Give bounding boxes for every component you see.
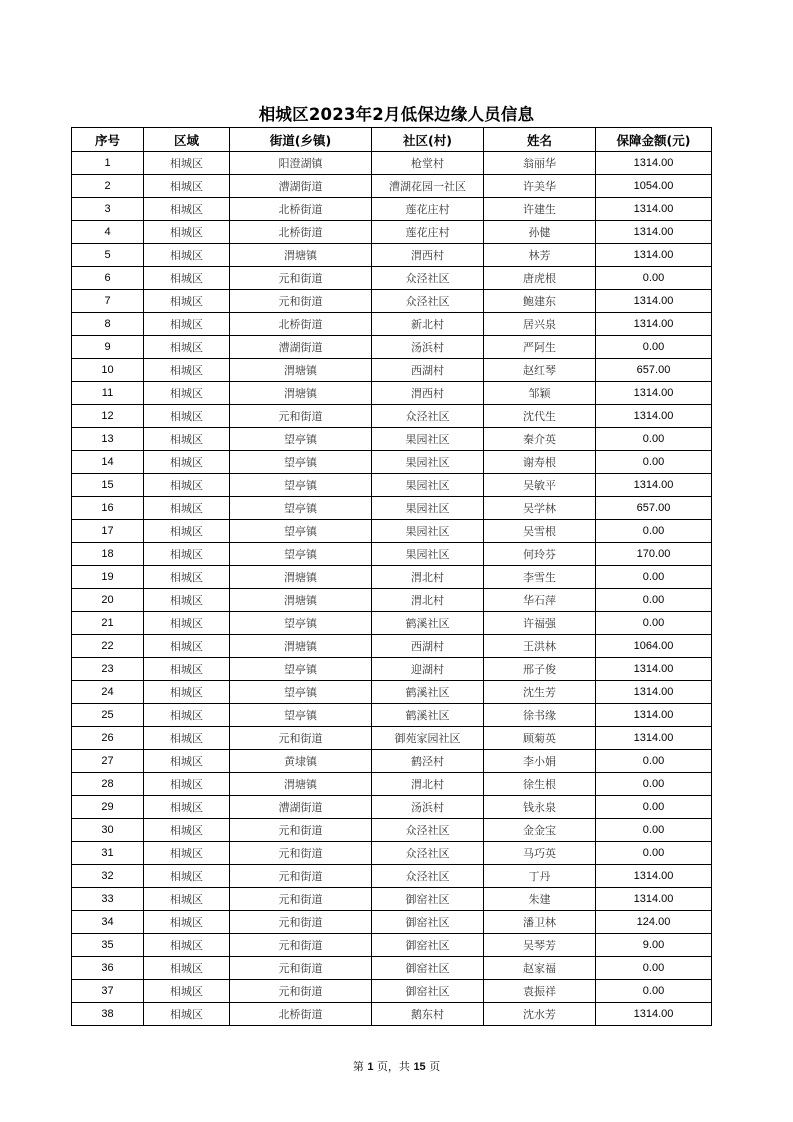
cell-district: 相城区 (144, 336, 230, 359)
cell-name: 谢寿根 (484, 451, 596, 474)
cell-name: 沈生芳 (484, 681, 596, 704)
cell-serial-number: 33 (72, 888, 144, 911)
cell-street-town: 北桥街道 (230, 313, 372, 336)
cell-community-village: 果园社区 (372, 543, 484, 566)
cell-name: 华石萍 (484, 589, 596, 612)
cell-subsidy-amount: 657.00 (596, 497, 712, 520)
cell-street-town: 漕湖街道 (230, 175, 372, 198)
cell-district: 相城区 (144, 704, 230, 727)
table-row (72, 980, 712, 1003)
cell-serial-number: 34 (72, 911, 144, 934)
cell-district: 相城区 (144, 842, 230, 865)
cell-name: 朱建 (484, 888, 596, 911)
cell-subsidy-amount: 1314.00 (596, 152, 712, 175)
cell-subsidy-amount: 1314.00 (596, 1003, 712, 1026)
cell-community-village: 果园社区 (372, 451, 484, 474)
cell-street-town: 元和街道 (230, 911, 372, 934)
cell-community-village: 新北村 (372, 313, 484, 336)
cell-serial-number: 3 (72, 198, 144, 221)
cell-district: 相城区 (144, 658, 230, 681)
cell-district: 相城区 (144, 152, 230, 175)
table-row (72, 773, 712, 796)
cell-serial-number: 31 (72, 842, 144, 865)
cell-district: 相城区 (144, 382, 230, 405)
cell-district: 相城区 (144, 612, 230, 635)
cell-district: 相城区 (144, 405, 230, 428)
cell-name: 何玲芬 (484, 543, 596, 566)
cell-serial-number: 11 (72, 382, 144, 405)
cell-subsidy-amount: 1314.00 (596, 313, 712, 336)
cell-community-village: 众泾社区 (372, 405, 484, 428)
table-row (72, 842, 712, 865)
cell-subsidy-amount: 0.00 (596, 842, 712, 865)
cell-subsidy-amount: 1064.00 (596, 635, 712, 658)
cell-street-town: 望亭镇 (230, 704, 372, 727)
cell-street-town: 阳澄湖镇 (230, 152, 372, 175)
cell-subsidy-amount: 1314.00 (596, 405, 712, 428)
cell-subsidy-amount: 0.00 (596, 267, 712, 290)
table-row (72, 175, 712, 198)
cell-serial-number: 32 (72, 865, 144, 888)
cell-name: 沈水芳 (484, 1003, 596, 1026)
cell-name: 赵家福 (484, 957, 596, 980)
cell-serial-number: 24 (72, 681, 144, 704)
cell-serial-number: 18 (72, 543, 144, 566)
cell-serial-number: 20 (72, 589, 144, 612)
cell-subsidy-amount: 0.00 (596, 336, 712, 359)
cell-street-town: 渭塘镇 (230, 359, 372, 382)
cell-subsidy-amount: 1314.00 (596, 888, 712, 911)
cell-subsidy-amount: 1054.00 (596, 175, 712, 198)
footer-middle: 页，共 (376, 1060, 410, 1073)
cell-district: 相城区 (144, 681, 230, 704)
cell-street-town: 元和街道 (230, 957, 372, 980)
cell-district: 相城区 (144, 888, 230, 911)
cell-street-town: 渭塘镇 (230, 589, 372, 612)
cell-subsidy-amount: 1314.00 (596, 290, 712, 313)
cell-name: 邹颖 (484, 382, 596, 405)
cell-name: 徐生根 (484, 773, 596, 796)
table-row (72, 911, 712, 934)
cell-street-town: 黄埭镇 (230, 750, 372, 773)
table-row (72, 727, 712, 750)
cell-subsidy-amount: 1314.00 (596, 244, 712, 267)
cell-street-town: 望亭镇 (230, 474, 372, 497)
cell-district: 相城区 (144, 750, 230, 773)
cell-district: 相城区 (144, 520, 230, 543)
cell-district: 相城区 (144, 543, 230, 566)
cell-subsidy-amount: 9.00 (596, 934, 712, 957)
cell-name: 翁丽华 (484, 152, 596, 175)
cell-street-town: 元和街道 (230, 842, 372, 865)
cell-subsidy-amount: 0.00 (596, 750, 712, 773)
cell-community-village: 渭北村 (372, 589, 484, 612)
cell-district: 相城区 (144, 198, 230, 221)
cell-subsidy-amount: 0.00 (596, 428, 712, 451)
cell-subsidy-amount: 0.00 (596, 980, 712, 1003)
cell-name: 许福强 (484, 612, 596, 635)
table-row (72, 819, 712, 842)
cell-district: 相城区 (144, 451, 230, 474)
cell-district: 相城区 (144, 957, 230, 980)
table-row (72, 313, 712, 336)
cell-district: 相城区 (144, 244, 230, 267)
cell-serial-number: 14 (72, 451, 144, 474)
cell-street-town: 望亭镇 (230, 520, 372, 543)
cell-name: 顾菊英 (484, 727, 596, 750)
cell-district: 相城区 (144, 934, 230, 957)
cell-street-town: 北桥街道 (230, 221, 372, 244)
cell-community-village: 漕湖花园一社区 (372, 175, 484, 198)
data-table (71, 127, 712, 1026)
cell-subsidy-amount: 0.00 (596, 566, 712, 589)
cell-street-town: 望亭镇 (230, 681, 372, 704)
cell-district: 相城区 (144, 819, 230, 842)
cell-community-village: 果园社区 (372, 520, 484, 543)
cell-street-town: 元和街道 (230, 865, 372, 888)
cell-serial-number: 16 (72, 497, 144, 520)
cell-street-town: 元和街道 (230, 727, 372, 750)
cell-community-village: 众泾社区 (372, 819, 484, 842)
cell-subsidy-amount: 1314.00 (596, 382, 712, 405)
cell-district: 相城区 (144, 911, 230, 934)
cell-serial-number: 1 (72, 152, 144, 175)
cell-community-village: 众泾社区 (372, 842, 484, 865)
cell-community-village: 御窑社区 (372, 980, 484, 1003)
header-name: 姓名 (484, 128, 596, 152)
cell-community-village: 汤浜村 (372, 336, 484, 359)
cell-street-town: 渭塘镇 (230, 635, 372, 658)
cell-name: 李小娟 (484, 750, 596, 773)
header-row (72, 128, 712, 152)
cell-name: 金金宝 (484, 819, 596, 842)
table-row (72, 290, 712, 313)
cell-community-village: 渭北村 (372, 566, 484, 589)
cell-district: 相城区 (144, 474, 230, 497)
cell-street-town: 望亭镇 (230, 428, 372, 451)
cell-serial-number: 38 (72, 1003, 144, 1026)
cell-name: 潘卫林 (484, 911, 596, 934)
cell-community-village: 果园社区 (372, 428, 484, 451)
table-row (72, 658, 712, 681)
cell-name: 许建生 (484, 198, 596, 221)
cell-subsidy-amount: 0.00 (596, 957, 712, 980)
cell-serial-number: 37 (72, 980, 144, 1003)
table-row (72, 244, 712, 267)
cell-name: 唐虎根 (484, 267, 596, 290)
cell-name: 许美华 (484, 175, 596, 198)
cell-subsidy-amount: 0.00 (596, 796, 712, 819)
cell-serial-number: 30 (72, 819, 144, 842)
cell-serial-number: 26 (72, 727, 144, 750)
cell-street-town: 渭塘镇 (230, 382, 372, 405)
cell-name: 袁振祥 (484, 980, 596, 1003)
cell-name: 钱永泉 (484, 796, 596, 819)
cell-community-village: 渭北村 (372, 773, 484, 796)
cell-serial-number: 4 (72, 221, 144, 244)
table-row (72, 359, 712, 382)
cell-community-village: 鹅东村 (372, 1003, 484, 1026)
table-row (72, 750, 712, 773)
cell-community-village: 西湖村 (372, 359, 484, 382)
cell-serial-number: 27 (72, 750, 144, 773)
cell-community-village: 众泾社区 (372, 865, 484, 888)
cell-district: 相城区 (144, 589, 230, 612)
table-row (72, 382, 712, 405)
cell-community-village: 莲花庄村 (372, 198, 484, 221)
cell-community-village: 众泾社区 (372, 267, 484, 290)
cell-serial-number: 21 (72, 612, 144, 635)
cell-street-town: 元和街道 (230, 290, 372, 313)
footer-prefix: 第 (352, 1060, 364, 1073)
cell-name: 孙健 (484, 221, 596, 244)
cell-street-town: 元和街道 (230, 267, 372, 290)
cell-subsidy-amount: 1314.00 (596, 658, 712, 681)
table-row (72, 635, 712, 658)
cell-name: 严阿生 (484, 336, 596, 359)
cell-serial-number: 36 (72, 957, 144, 980)
cell-name: 吴雪根 (484, 520, 596, 543)
cell-street-town: 渭塘镇 (230, 773, 372, 796)
cell-subsidy-amount: 1314.00 (596, 198, 712, 221)
cell-street-town: 渭塘镇 (230, 566, 372, 589)
table-row (72, 497, 712, 520)
header-district: 区域 (144, 128, 230, 152)
cell-street-town: 北桥街道 (230, 1003, 372, 1026)
cell-subsidy-amount: 0.00 (596, 773, 712, 796)
cell-serial-number: 2 (72, 175, 144, 198)
cell-serial-number: 28 (72, 773, 144, 796)
total-page-count: 15 (413, 1061, 426, 1073)
cell-district: 相城区 (144, 267, 230, 290)
cell-district: 相城区 (144, 1003, 230, 1026)
cell-community-village: 渭西村 (372, 244, 484, 267)
cell-serial-number: 8 (72, 313, 144, 336)
cell-district: 相城区 (144, 566, 230, 589)
cell-serial-number: 35 (72, 934, 144, 957)
cell-district: 相城区 (144, 865, 230, 888)
table-header (72, 128, 712, 152)
cell-community-village: 枪堂村 (372, 152, 484, 175)
cell-street-town: 望亭镇 (230, 497, 372, 520)
cell-community-village: 众泾社区 (372, 290, 484, 313)
cell-serial-number: 12 (72, 405, 144, 428)
cell-community-village: 莲花庄村 (372, 221, 484, 244)
cell-community-village: 迎湖村 (372, 658, 484, 681)
cell-name: 马巧英 (484, 842, 596, 865)
cell-serial-number: 13 (72, 428, 144, 451)
table-row (72, 796, 712, 819)
cell-subsidy-amount: 0.00 (596, 612, 712, 635)
table-row (72, 612, 712, 635)
cell-subsidy-amount: 1314.00 (596, 704, 712, 727)
cell-street-town: 望亭镇 (230, 543, 372, 566)
cell-district: 相城区 (144, 796, 230, 819)
table-row (72, 543, 712, 566)
table-row (72, 1003, 712, 1026)
cell-name: 鲍建东 (484, 290, 596, 313)
cell-serial-number: 23 (72, 658, 144, 681)
table-row (72, 405, 712, 428)
cell-community-village: 御窑社区 (372, 911, 484, 934)
cell-district: 相城区 (144, 635, 230, 658)
table-row (72, 520, 712, 543)
cell-street-town: 北桥街道 (230, 198, 372, 221)
cell-subsidy-amount: 0.00 (596, 819, 712, 842)
cell-community-village: 西湖村 (372, 635, 484, 658)
cell-street-town: 渭塘镇 (230, 244, 372, 267)
cell-community-village: 渭西村 (372, 382, 484, 405)
cell-street-town: 望亭镇 (230, 658, 372, 681)
cell-street-town: 望亭镇 (230, 612, 372, 635)
cell-district: 相城区 (144, 428, 230, 451)
cell-subsidy-amount: 657.00 (596, 359, 712, 382)
cell-name: 秦介英 (484, 428, 596, 451)
cell-serial-number: 5 (72, 244, 144, 267)
cell-name: 王洪林 (484, 635, 596, 658)
cell-name: 沈代生 (484, 405, 596, 428)
cell-district: 相城区 (144, 175, 230, 198)
cell-name: 吴敏平 (484, 474, 596, 497)
page-title: 相城区2023年2月低保边缘人员信息 (258, 105, 535, 124)
table-row (72, 704, 712, 727)
table-row (72, 336, 712, 359)
page-footer (0, 1058, 793, 1074)
cell-community-village: 鹤溪社区 (372, 704, 484, 727)
cell-name: 吴琴芳 (484, 934, 596, 957)
cell-street-town: 元和街道 (230, 819, 372, 842)
cell-subsidy-amount: 1314.00 (596, 727, 712, 750)
cell-subsidy-amount: 0.00 (596, 520, 712, 543)
cell-district: 相城区 (144, 497, 230, 520)
cell-street-town: 望亭镇 (230, 451, 372, 474)
table-row (72, 221, 712, 244)
cell-subsidy-amount: 1314.00 (596, 474, 712, 497)
cell-serial-number: 10 (72, 359, 144, 382)
table-row (72, 198, 712, 221)
cell-community-village: 御窑社区 (372, 934, 484, 957)
cell-community-village: 御苑家园社区 (372, 727, 484, 750)
table-row (72, 681, 712, 704)
cell-community-village: 御窑社区 (372, 888, 484, 911)
cell-serial-number: 7 (72, 290, 144, 313)
table-body (72, 152, 712, 1026)
cell-name: 居兴泉 (484, 313, 596, 336)
cell-name: 李雪生 (484, 566, 596, 589)
header-street-town: 街道(乡镇) (230, 128, 372, 152)
cell-community-village: 御窑社区 (372, 957, 484, 980)
header-serial-number: 序号 (72, 128, 144, 152)
cell-serial-number: 6 (72, 267, 144, 290)
table-row (72, 428, 712, 451)
table-row (72, 474, 712, 497)
cell-subsidy-amount: 1314.00 (596, 221, 712, 244)
cell-district: 相城区 (144, 313, 230, 336)
cell-street-town: 漕湖街道 (230, 796, 372, 819)
cell-community-village: 果园社区 (372, 497, 484, 520)
cell-district: 相城区 (144, 290, 230, 313)
cell-district: 相城区 (144, 221, 230, 244)
table-row (72, 451, 712, 474)
current-page-number: 1 (367, 1061, 374, 1073)
cell-district: 相城区 (144, 359, 230, 382)
table-row (72, 934, 712, 957)
cell-serial-number: 15 (72, 474, 144, 497)
cell-subsidy-amount: 0.00 (596, 451, 712, 474)
cell-subsidy-amount: 170.00 (596, 543, 712, 566)
cell-subsidy-amount: 1314.00 (596, 865, 712, 888)
cell-name: 林芳 (484, 244, 596, 267)
table-row (72, 566, 712, 589)
cell-serial-number: 9 (72, 336, 144, 359)
cell-community-village: 鹤溪社区 (372, 612, 484, 635)
cell-subsidy-amount: 0.00 (596, 589, 712, 612)
table-row (72, 957, 712, 980)
footer-suffix: 页 (429, 1060, 441, 1073)
cell-name: 徐书缘 (484, 704, 596, 727)
cell-district: 相城区 (144, 773, 230, 796)
cell-serial-number: 29 (72, 796, 144, 819)
cell-serial-number: 19 (72, 566, 144, 589)
cell-street-town: 元和街道 (230, 934, 372, 957)
cell-name: 邢子俊 (484, 658, 596, 681)
cell-street-town: 元和街道 (230, 980, 372, 1003)
cell-district: 相城区 (144, 727, 230, 750)
cell-serial-number: 25 (72, 704, 144, 727)
cell-community-village: 鹤泾村 (372, 750, 484, 773)
cell-subsidy-amount: 124.00 (596, 911, 712, 934)
cell-street-town: 漕湖街道 (230, 336, 372, 359)
table-row (72, 888, 712, 911)
cell-street-town: 元和街道 (230, 888, 372, 911)
cell-name: 吴学林 (484, 497, 596, 520)
cell-district: 相城区 (144, 980, 230, 1003)
cell-name: 赵红琴 (484, 359, 596, 382)
cell-community-village: 汤浜村 (372, 796, 484, 819)
cell-community-village: 鹤溪社区 (372, 681, 484, 704)
table-row (72, 267, 712, 290)
table-row (72, 589, 712, 612)
header-subsidy-amount: 保障金额(元) (596, 128, 712, 152)
header-community-village: 社区(村) (372, 128, 484, 152)
cell-serial-number: 22 (72, 635, 144, 658)
table-row (72, 865, 712, 888)
cell-street-town: 元和街道 (230, 405, 372, 428)
table-row (72, 152, 712, 175)
cell-community-village: 果园社区 (372, 474, 484, 497)
cell-subsidy-amount: 1314.00 (596, 681, 712, 704)
cell-serial-number: 17 (72, 520, 144, 543)
cell-name: 丁丹 (484, 865, 596, 888)
